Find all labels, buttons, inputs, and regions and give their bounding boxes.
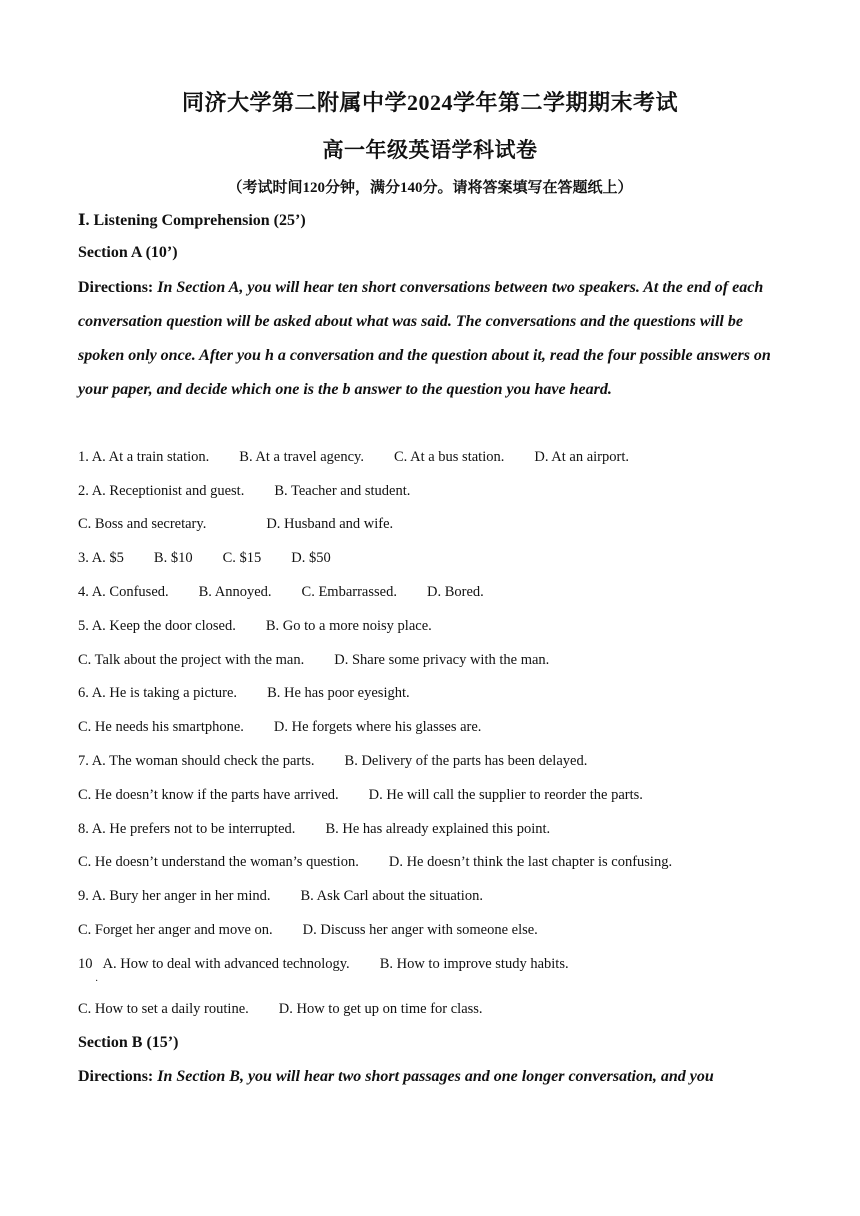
question-4-line-1 (78, 584, 484, 601)
option: B. He has poor eyesight. (267, 685, 410, 701)
option: C. At a bus station. (393, 449, 505, 465)
question-2-line-2 (78, 516, 393, 533)
exam-title: 同济大学第二附属中学2024学年第二学期期末考试 (181, 90, 678, 115)
option: D. Bored. (426, 584, 484, 600)
option: 7. A. The woman should check the parts. (78, 753, 315, 769)
question-7-line-1 (78, 753, 587, 770)
option: D. Husband and wife. (266, 516, 394, 532)
option: B. How to improve study habits. (379, 956, 569, 972)
option: B. He has already explained this point. (325, 821, 551, 837)
question-10-line-1 (78, 956, 569, 973)
option: C. Boss and secretary. (78, 516, 207, 532)
option: D. Discuss her anger with someone else. (302, 922, 538, 938)
directions-text: In Section B, you will hear two short passages and one longer conversation, and you (157, 1068, 714, 1085)
exam-subtitle: 高一年级英语学科试卷 (322, 138, 538, 162)
option: B. Delivery of the parts has been delayed. (344, 753, 588, 769)
part-heading: Ⅰ. Listening Comprehension (25’) (78, 212, 306, 229)
question-1-line-1 (78, 449, 629, 466)
question-8-line-1 (78, 821, 550, 838)
option: 8. A. He prefers not to be interrupted. (78, 821, 296, 837)
option: D. He will call the supplier to reorder the parts. (368, 787, 643, 803)
question-5-line-2 (78, 652, 549, 669)
option: B. Teacher and student. (274, 483, 411, 499)
question-9-line-1 (78, 888, 483, 905)
section-a-heading: Section A (10’) (78, 244, 178, 261)
option: 5. A. Keep the door closed. (78, 618, 236, 634)
question-5-line-1 (78, 618, 432, 635)
question-2-line-1 (78, 483, 410, 500)
option: 1. A. At a train station. (78, 449, 210, 465)
option: 3. A. $5 (78, 550, 124, 566)
question-9-line-2 (78, 922, 538, 939)
question-6-line-1 (78, 685, 410, 702)
option: C. Embarrassed. (301, 584, 397, 600)
option: B. At a travel agency. (239, 449, 364, 465)
option: B. Go to a more noisy place. (265, 618, 432, 634)
option: C. Talk about the project with the man. (78, 652, 305, 668)
option: C. How to set a daily routine. (78, 1001, 249, 1017)
section-b-directions (78, 1060, 798, 1094)
exam-note: （考试时间120分钟，满分140分。请将答案填写在答题纸上） (227, 180, 633, 196)
option: B. $10 (153, 550, 193, 566)
option: C. $15 (222, 550, 262, 566)
option: C. Forget her anger and move on. (78, 922, 273, 938)
section-a-directions (78, 271, 778, 407)
question-10-line-2 (78, 1001, 483, 1018)
option: C. He needs his smartphone. (78, 719, 244, 735)
option: C. He doesn’t know if the parts have arrived. (78, 787, 339, 803)
section-b-heading: Section B (15’) (78, 1034, 179, 1051)
option: D. He doesn’t think the last chapter is confusing. (388, 854, 673, 870)
directions-label: Directions: (78, 1068, 158, 1085)
option: D. At an airport. (534, 449, 629, 465)
option: B. Annoyed. (198, 584, 272, 600)
option: B. Ask Carl about the situation. (300, 888, 483, 904)
question-7-line-2 (78, 787, 643, 804)
question-3-line-1 (78, 550, 331, 567)
option: 10 A. How to deal with advanced technology. (78, 956, 350, 972)
stray-dot: · (95, 976, 99, 987)
option: 4. A. Confused. (78, 584, 169, 600)
option: 6. A. He is taking a picture. (78, 685, 238, 701)
question-6-line-2 (78, 719, 481, 736)
option: C. He doesn’t understand the woman’s question. (78, 854, 359, 870)
directions-label: Directions: (78, 279, 158, 296)
option: 9. A. Bury her anger in her mind. (78, 888, 271, 904)
question-8-line-2 (78, 854, 672, 871)
option: D. How to get up on time for class. (278, 1001, 483, 1017)
option: D. Share some privacy with the man. (334, 652, 550, 668)
option: D. $50 (291, 550, 331, 566)
option: 2. A. Receptionist and guest. (78, 483, 245, 499)
option: D. He forgets where his glasses are. (273, 719, 482, 735)
directions-text: In Section A, you will hear ten short conversations between two speakers. At the end of each conversation question will be asked about what was said. The conversations and the questions will be spoken only once. After you h a conversation and the question about it, read the four possible answers on your paper, and decide which one is the b answer to the question you have heard. (78, 279, 771, 398)
